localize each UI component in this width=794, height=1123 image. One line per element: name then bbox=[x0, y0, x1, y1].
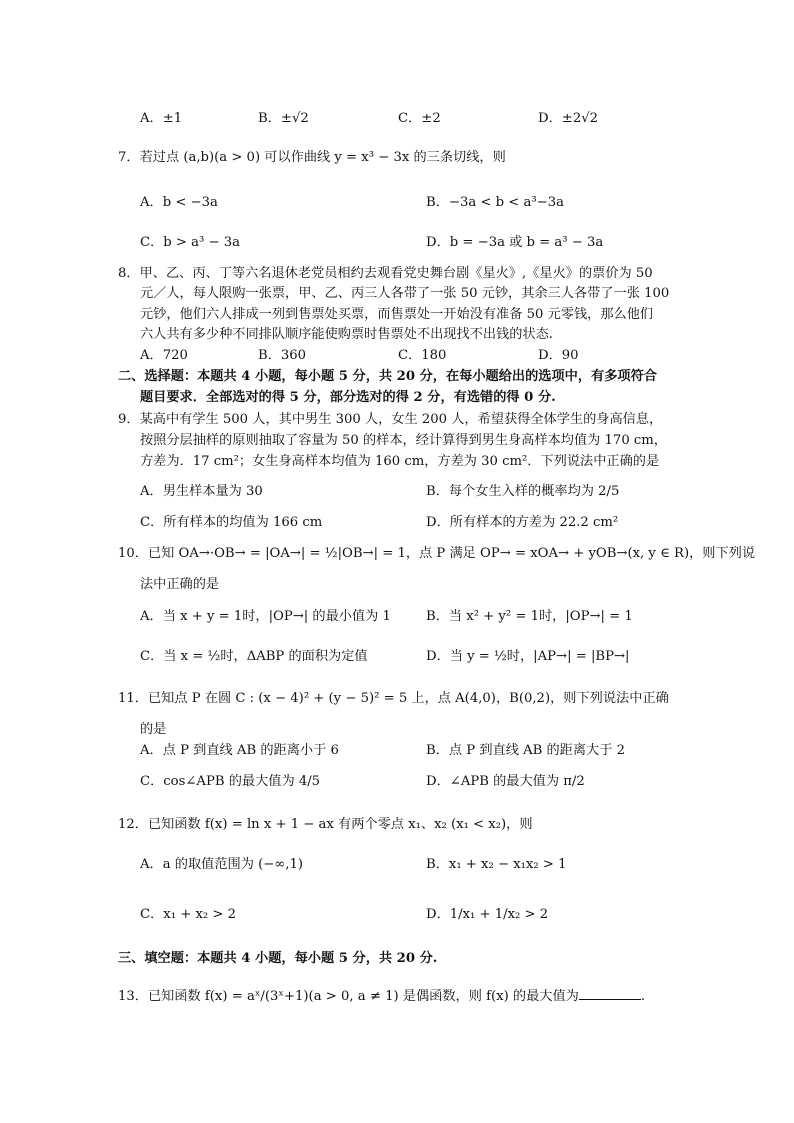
q8-option-d: D．90 bbox=[538, 348, 579, 363]
q12-option-b: B．x₁ + x₂ − x₁x₂ > 1 bbox=[426, 857, 567, 872]
section-2-title-line-1: 二、选择题：本题共 4 小题，每小题 5 分，共 20 分，在每小题给出的选项中，有多项符合 bbox=[118, 369, 657, 384]
q8-stem-line-1: 8．甲、乙、丙、丁等六名退休老党员相约去观看党史舞台剧《星火》,《星火》的票价为 50 bbox=[118, 266, 653, 281]
q6-option-a: A．±1 bbox=[140, 111, 183, 126]
q9-option-b: B．每个女生入样的概率均为 2/5 bbox=[426, 484, 620, 499]
q12-stem: 12．已知函数 f(x) = ln x + 1 − ax 有两个零点 x₁、x₂ (x₁ < x₂)，则 bbox=[118, 817, 533, 832]
q7-option-d: D．b = −3a 或 b = a³ − 3a bbox=[426, 235, 604, 250]
q12-option-a: A．a 的取值范围为 (−∞,1) bbox=[140, 857, 303, 872]
q11-stem-line-1: 11．已知点 P 在圆 C : (x − 4)² + (y − 5)² = 5 上，点 A(4,0)，B(0,2)，则下列说法中正确 bbox=[118, 691, 669, 706]
q8-option-c: C．180 bbox=[398, 348, 447, 363]
q9-option-a: A．男生样本量为 30 bbox=[140, 484, 263, 499]
q8-stem-line-2: 元／人，每人限购一张票，甲、乙、丙三人各带了一张 50 元钞，其余三人各带了一张 100 bbox=[140, 286, 670, 301]
q13-stem-text: 13．已知函数 f(x) = aˣ/(3ˣ+1)(a > 0, a ≠ 1) 是偶函数，则 f(x) 的最大值为 bbox=[118, 989, 579, 1004]
q7-option-a: A．b < −3a bbox=[140, 195, 218, 210]
q9-stem-line-1: 9．某高中有学生 500 人，其中男生 300 人，女生 200 人，希望获得全体学生的身高信息， bbox=[118, 412, 663, 427]
q7-stem: 7．若过点 (a,b)(a > 0) 可以作曲线 y = x³ − 3x 的三条切线，则 bbox=[118, 150, 506, 165]
q11-option-c: C．cos∠APB 的最大值为 4/5 bbox=[140, 774, 321, 789]
q6-option-b: B．±√2 bbox=[258, 111, 309, 126]
q10-stem-line-2: 法中正确的是 bbox=[140, 577, 220, 592]
q8-stem-line-4: 六人共有多少种不同排队顺序能使购票时售票处不出现找不出钱的状态. bbox=[140, 327, 554, 342]
q13-stem-end: . bbox=[640, 989, 646, 1004]
q8-option-a: A．720 bbox=[140, 348, 188, 363]
q6-option-c: C．±2 bbox=[398, 111, 441, 126]
q7-option-b: B．−3a < b < a³−3a bbox=[426, 195, 564, 210]
q9-stem-line-3: 方差为．17 cm²；女生身高样本均值为 160 cm，方差为 30 cm²．下列说法中正确的是 bbox=[140, 454, 660, 469]
q13-answer-blank[interactable] bbox=[579, 985, 641, 1000]
q10-option-c: C．当 x = ½时，ΔABP 的面积为定值 bbox=[140, 649, 368, 664]
q10-option-a: A．当 x + y = 1时，|OP→| 的最小值为 1 bbox=[140, 609, 391, 624]
q7-option-c: C．b > a³ − 3a bbox=[140, 235, 240, 250]
q11-option-d: D．∠APB 的最大值为 π/2 bbox=[426, 774, 585, 789]
q8-stem-line-3: 元钞，他们六人排成一列到售票处买票，而售票处一开始没有准备 50 元零钱，那么他们 bbox=[140, 307, 654, 322]
q9-option-c: C．所有样本的均值为 166 cm bbox=[140, 515, 323, 530]
q11-option-a: A．点 P 到直线 AB 的距离小于 6 bbox=[140, 743, 339, 758]
q11-option-b: B．点 P 到直线 AB 的距离大于 2 bbox=[426, 743, 626, 758]
q6-option-d: D．±2√2 bbox=[538, 111, 598, 126]
q10-stem-line-1: 10．已知 OA→·OB→ = |OA→| = ½|OB→| = 1，点 P 满足 OP→ = xOA→ + yOB→(x, y ∈ R)，则下列说 bbox=[118, 546, 756, 561]
q10-option-b: B．当 x² + y² = 1时，|OP→| = 1 bbox=[426, 609, 633, 624]
section-2-title-line-2: 题目要求．全部选对的得 5 分，部分选对的得 2 分，有选错的得 0 分. bbox=[140, 390, 556, 405]
q9-option-d: D．所有样本的方差为 22.2 cm² bbox=[426, 515, 619, 530]
q8-option-b: B．360 bbox=[258, 348, 307, 363]
q12-option-c: C．x₁ + x₂ > 2 bbox=[140, 907, 236, 922]
q11-stem-line-2: 的是 bbox=[140, 722, 167, 737]
q10-option-d: D．当 y = ½时，|AP→| = |BP→| bbox=[426, 649, 630, 664]
section-3-title: 三、填空题：本题共 4 小题，每小题 5 分，共 20 分. bbox=[118, 951, 438, 966]
q12-option-d: D．1/x₁ + 1/x₂ > 2 bbox=[426, 907, 549, 922]
q9-stem-line-2: 按照分层抽样的原则抽取了容量为 50 的样本，经计算得到男生身高样本均值为 170 cm， bbox=[140, 433, 667, 448]
q13-stem bbox=[118, 985, 645, 1007]
